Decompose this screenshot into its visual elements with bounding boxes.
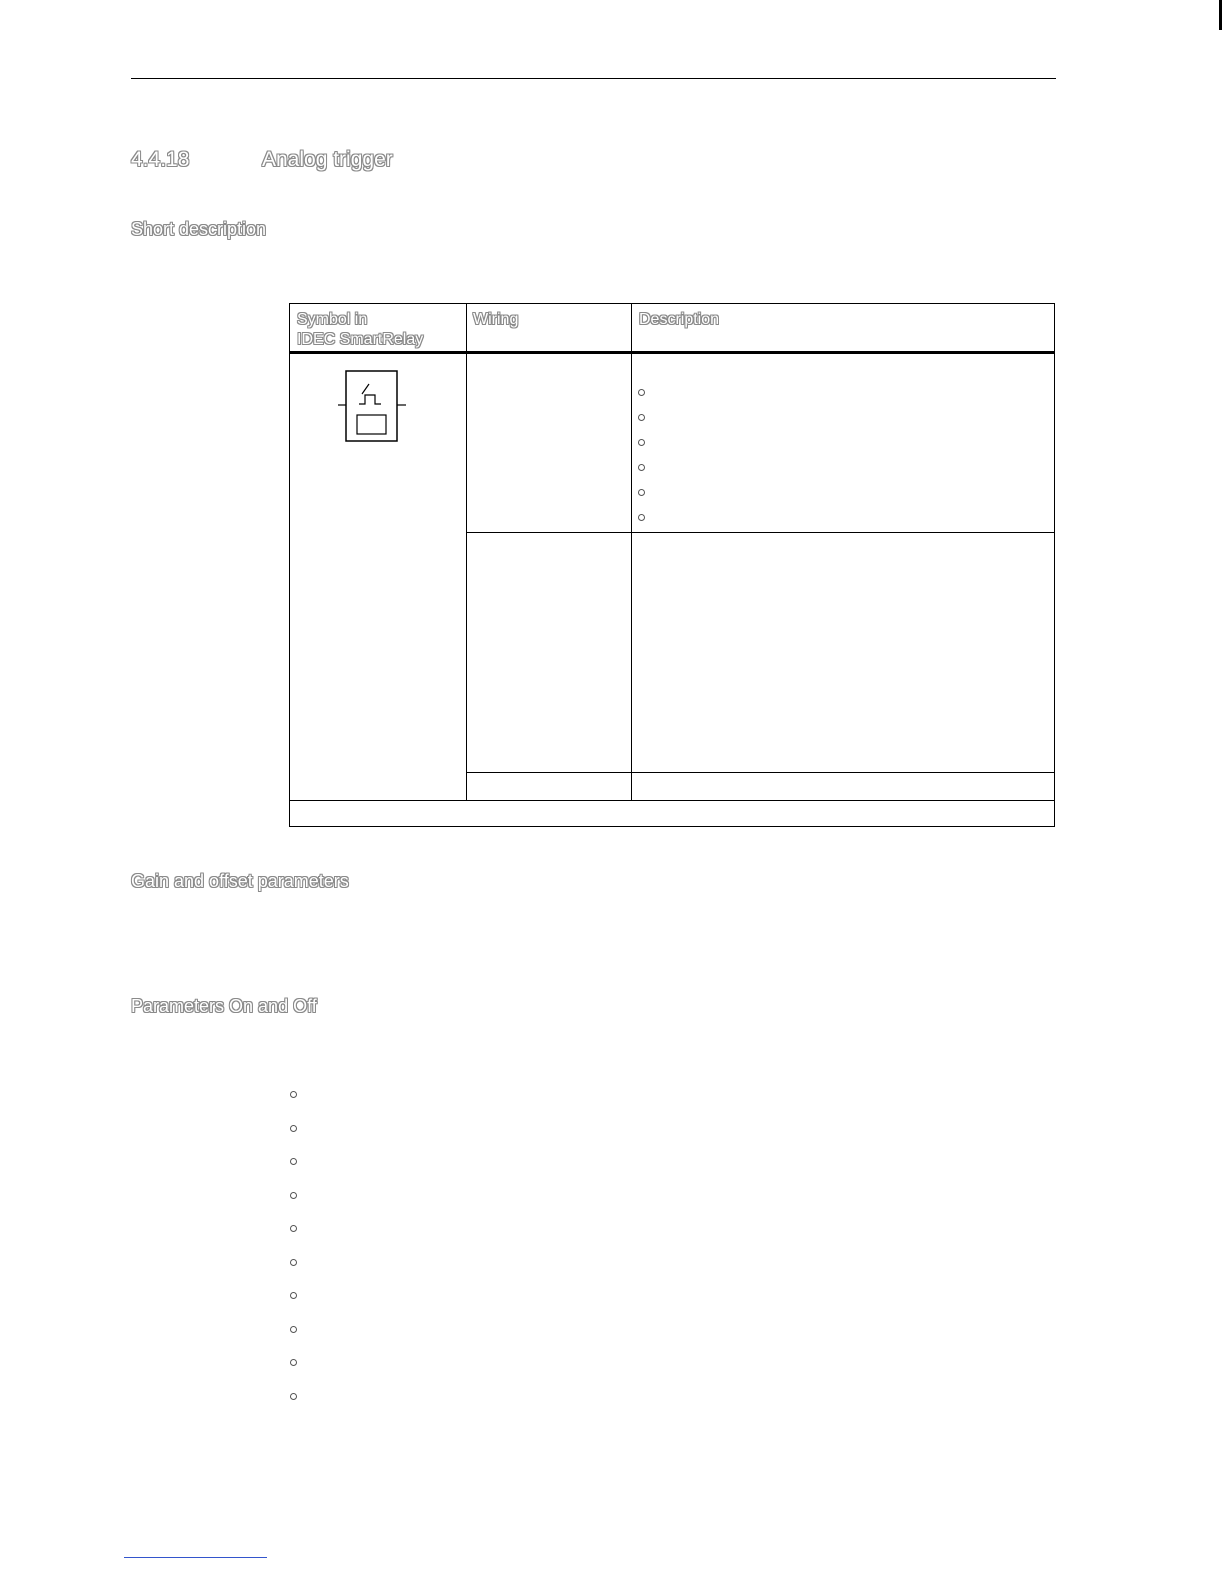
column-divider-2 [631, 304, 632, 800]
description-bullet [638, 414, 645, 421]
column-divider-1 [466, 304, 467, 800]
list-bullet [290, 1292, 297, 1299]
description-bullet [638, 514, 645, 521]
analog-trigger-block-icon [336, 369, 408, 443]
header-rule [131, 78, 1056, 79]
header-description: Description [639, 311, 720, 328]
list-bullet [290, 1393, 297, 1400]
header-symbol-line1: Symbol in [297, 311, 368, 328]
description-bullet [638, 389, 645, 396]
list-bullet [290, 1359, 297, 1366]
row-divider-2 [466, 772, 1054, 773]
footer-link-underline[interactable] [124, 1557, 267, 1558]
header-separator [290, 351, 1054, 354]
row-divider-1 [466, 532, 1054, 533]
footer-row-divider [290, 800, 1054, 801]
header-wiring: Wiring [473, 311, 519, 328]
section-number: 4.4.18 [131, 148, 190, 171]
list-bullet [290, 1125, 297, 1132]
header-symbol-line2: IDEC SmartRelay [297, 331, 424, 348]
list-bullet [290, 1225, 297, 1232]
header-symbol [297, 310, 423, 350]
description-bullet [638, 439, 645, 446]
list-bullet [290, 1259, 297, 1266]
subheading-params-on-off: Parameters On and Off [131, 996, 317, 1016]
list-bullet [290, 1326, 297, 1333]
description-bullet [638, 489, 645, 496]
list-bullet [290, 1158, 297, 1165]
page-edge-mark [1219, 0, 1222, 30]
description-bullet [638, 464, 645, 471]
subheading-gain-offset: Gain and offset parameters [131, 871, 349, 891]
subheading-short-description: Short description [131, 219, 267, 239]
list-bullet [290, 1091, 297, 1098]
analog-trigger-table [289, 303, 1055, 827]
section-title: Analog trigger [262, 148, 393, 171]
list-bullet [290, 1192, 297, 1199]
